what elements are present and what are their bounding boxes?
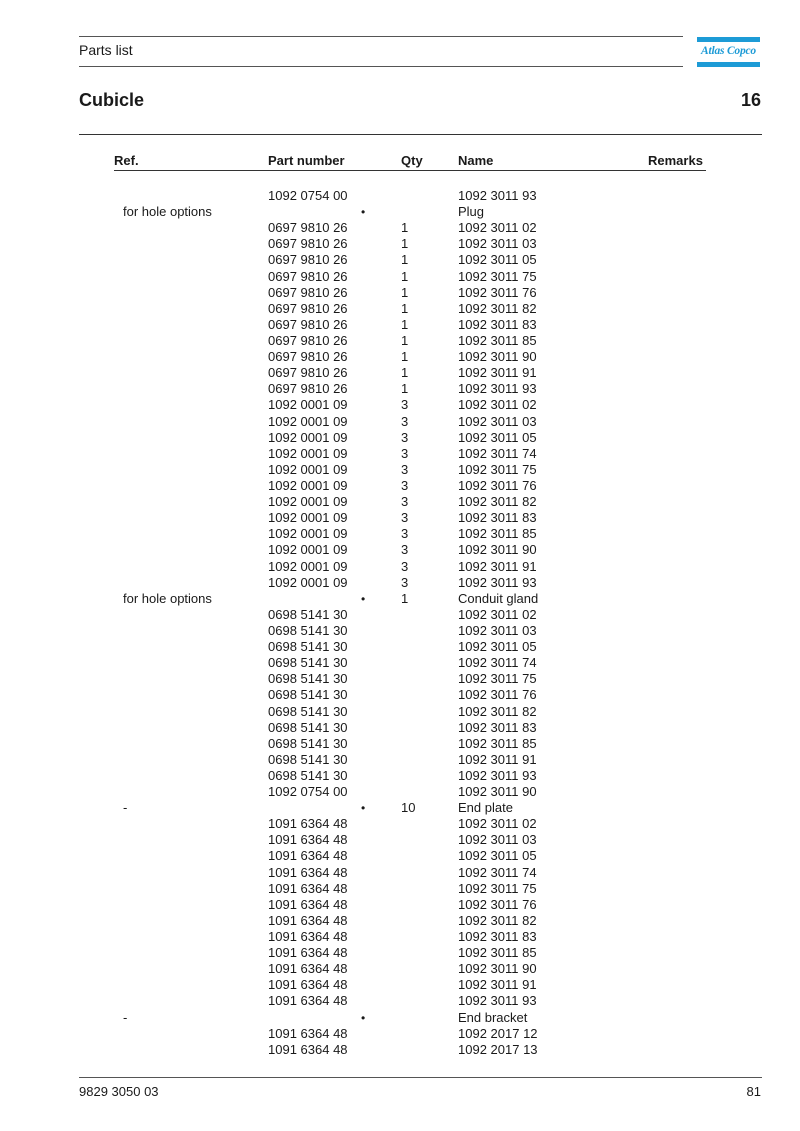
name-cell: 1092 2017 13: [458, 1041, 538, 1057]
qty-cell: 3: [401, 413, 409, 429]
table-row: [0, 945, 800, 961]
logo-bar-bottom: [697, 62, 760, 67]
part-number-cell: 1092 0001 09: [268, 510, 348, 526]
table-row: [0, 977, 800, 993]
name-cell: 1092 3011 74: [458, 655, 537, 671]
parts-table-body: [0, 188, 800, 1058]
name-cell: 1092 3011 85: [458, 526, 537, 542]
qty-cell: 1: [401, 284, 409, 300]
table-row: [0, 446, 800, 462]
part-number-cell: 1092 0001 09: [268, 558, 348, 574]
name-cell: 1092 3011 93: [458, 574, 537, 590]
name-cell: 1092 3011 76: [458, 477, 537, 493]
name-cell: 1092 3011 93: [458, 381, 537, 397]
part-number-cell: 0697 9810 26: [268, 268, 348, 284]
table-row: [0, 478, 800, 494]
table-row: [0, 1042, 800, 1058]
name-cell: End bracket: [458, 1009, 528, 1025]
qty-cell: 1: [401, 220, 409, 236]
table-row: [0, 607, 800, 623]
section-title: Cubicle: [79, 90, 145, 110]
part-number-cell: 0698 5141 30: [268, 622, 348, 638]
name-cell: 1092 3011 76: [458, 687, 537, 703]
part-number-cell: 1091 6364 48: [268, 864, 348, 880]
name-cell: 1092 3011 76: [458, 284, 537, 300]
table-row: [0, 301, 800, 317]
name-cell: 1092 2017 12: [458, 1025, 538, 1041]
header-rule-bottom: [79, 66, 683, 67]
atlas-copco-logo: [697, 37, 760, 67]
name-cell: 1092 3011 02: [458, 606, 537, 622]
table-row: [0, 929, 800, 945]
section-number: 16: [740, 90, 761, 110]
qty-cell: 3: [401, 397, 409, 413]
table-row: [0, 252, 800, 268]
part-number-cell: 0698 5141 30: [268, 671, 348, 687]
part-number-cell: 1091 6364 48: [268, 945, 348, 961]
table-row: [0, 575, 800, 591]
part-number-cell: 0698 5141 30: [268, 751, 348, 767]
bullet-marker: •: [361, 591, 366, 606]
table-row: [0, 381, 800, 397]
bullet-marker: •: [361, 801, 366, 816]
table-row: [0, 510, 800, 526]
part-number-cell: 0697 9810 26: [268, 332, 348, 348]
table-row: [0, 1010, 800, 1026]
part-number-cell: 1091 6364 48: [268, 816, 348, 832]
table-row: [0, 639, 800, 655]
section-rule: [79, 134, 762, 135]
qty-cell: 1: [401, 349, 409, 365]
table-row: [0, 1026, 800, 1042]
qty-cell: 1: [401, 252, 409, 268]
qty-cell: 3: [401, 461, 409, 477]
qty-cell: 1: [401, 268, 409, 284]
name-cell: 1092 3011 05: [458, 252, 537, 268]
qty-cell: 3: [401, 526, 409, 542]
qty-cell: 1: [401, 365, 409, 381]
table-row: [0, 559, 800, 575]
name-cell: 1092 3011 03: [458, 832, 537, 848]
part-number-cell: 1091 6364 48: [268, 896, 348, 912]
bullet-marker: •: [361, 205, 366, 220]
table-row: [0, 848, 800, 864]
table-row: [0, 188, 800, 204]
table-row: [0, 897, 800, 913]
name-cell: 1092 3011 74: [458, 864, 537, 880]
name-cell: 1092 3011 85: [458, 945, 537, 961]
part-number-cell: 0697 9810 26: [268, 252, 348, 268]
logo-wordmark: Atlas Copco: [701, 45, 756, 57]
table-row: [0, 397, 800, 413]
name-cell: 1092 3011 05: [458, 429, 537, 445]
table-row: [0, 720, 800, 736]
part-number-cell: 0698 5141 30: [268, 687, 348, 703]
qty-cell: 1: [401, 332, 409, 348]
name-cell: 1092 3011 76: [458, 896, 537, 912]
table-row: [0, 414, 800, 430]
name-cell: 1092 3011 91: [458, 977, 537, 993]
ref-cell: -: [123, 800, 128, 816]
table-row: [0, 430, 800, 446]
col-header-qty: Qty: [401, 153, 423, 168]
name-cell: Conduit gland: [458, 590, 539, 606]
name-cell: Plug: [458, 204, 485, 220]
table-row: [0, 832, 800, 848]
name-cell: 1092 3011 91: [458, 558, 537, 574]
table-row: [0, 236, 800, 252]
name-cell: 1092 3011 93: [458, 188, 537, 203]
part-number-cell: 1091 6364 48: [268, 961, 348, 977]
table-row: [0, 687, 800, 703]
part-number-cell: 0697 9810 26: [268, 381, 348, 397]
name-cell: 1092 3011 03: [458, 236, 537, 252]
header-underline: [114, 170, 706, 171]
ref-cell: -: [123, 1009, 128, 1025]
part-number-cell: 1091 6364 48: [268, 929, 348, 945]
name-cell: 1092 3011 75: [458, 268, 537, 284]
name-cell: 1092 3011 82: [458, 300, 537, 316]
table-row: [0, 526, 800, 542]
part-number-cell: 1092 0001 09: [268, 397, 348, 413]
table-row: [0, 913, 800, 929]
name-cell: 1092 3011 93: [458, 767, 537, 783]
qty-cell: 1: [401, 381, 409, 397]
part-number-cell: 1092 0001 09: [268, 461, 348, 477]
col-header-remarks: Remarks: [648, 153, 703, 168]
qty-cell: 3: [401, 477, 409, 493]
part-number-cell: 0698 5141 30: [268, 655, 348, 671]
qty-cell: 3: [401, 494, 409, 510]
table-row: [0, 961, 800, 977]
name-cell: 1092 3011 75: [458, 461, 537, 477]
header-rule-top: [79, 36, 683, 37]
name-cell: 1092 3011 05: [458, 848, 537, 864]
table-row: [0, 881, 800, 897]
table-row: [0, 333, 800, 349]
part-number-cell: 1092 0001 09: [268, 574, 348, 590]
qty-cell: 1: [401, 590, 409, 606]
table-row: [0, 671, 800, 687]
name-cell: 1092 3011 83: [458, 510, 537, 526]
ref-cell: for hole options: [123, 204, 212, 220]
part-number-cell: 0697 9810 26: [268, 220, 348, 236]
name-cell: 1092 3011 90: [458, 349, 537, 365]
name-cell: 1092 3011 85: [458, 332, 537, 348]
name-cell: 1092 3011 02: [458, 220, 537, 236]
table-row: [0, 269, 800, 285]
table-row: [0, 784, 800, 800]
part-number-cell: 0698 5141 30: [268, 639, 348, 655]
part-number-cell: 0698 5141 30: [268, 735, 348, 751]
part-number-cell: 1091 6364 48: [268, 993, 348, 1009]
name-cell: 1092 3011 03: [458, 413, 537, 429]
table-row: [0, 365, 800, 381]
qty-cell: 3: [401, 429, 409, 445]
table-row: [0, 462, 800, 478]
name-cell: 1092 3011 74: [458, 445, 537, 461]
part-number-cell: 1092 0001 09: [268, 542, 348, 558]
name-cell: 1092 3011 82: [458, 703, 537, 719]
qty-cell: 1: [401, 316, 409, 332]
table-row: [0, 768, 800, 784]
part-number-cell: 1092 0001 09: [268, 413, 348, 429]
name-cell: 1092 3011 90: [458, 784, 537, 800]
table-row: [0, 494, 800, 510]
name-cell: 1092 3011 75: [458, 671, 537, 687]
table-row: [0, 204, 800, 220]
part-number-cell: 1092 0001 09: [268, 445, 348, 461]
footer-rule: [79, 1077, 762, 1078]
name-cell: 1092 3011 02: [458, 816, 537, 832]
part-number-cell: 1092 0001 09: [268, 429, 348, 445]
part-number-cell: 0697 9810 26: [268, 300, 348, 316]
part-number-cell: 1091 6364 48: [268, 1025, 348, 1041]
footer-page-number: 81: [746, 1084, 761, 1099]
name-cell: 1092 3011 90: [458, 961, 537, 977]
part-number-cell: 1091 6364 48: [268, 1041, 348, 1057]
table-row: [0, 816, 800, 832]
part-number-cell: 0697 9810 26: [268, 365, 348, 381]
table-row: [0, 349, 800, 365]
part-number-cell: 0697 9810 26: [268, 236, 348, 252]
table-row: [0, 865, 800, 881]
col-header-part-number: Part number: [268, 153, 345, 168]
part-number-cell: 1091 6364 48: [268, 880, 348, 896]
part-number-cell: 0698 5141 30: [268, 703, 348, 719]
ref-cell: for hole options: [123, 590, 212, 606]
name-cell: 1092 3011 90: [458, 542, 537, 558]
part-number-cell: 0698 5141 30: [268, 719, 348, 735]
table-row: [0, 317, 800, 333]
name-cell: 1092 3011 85: [458, 735, 537, 751]
part-number-cell: 1092 0001 09: [268, 477, 348, 493]
name-cell: 1092 3011 75: [458, 880, 537, 896]
table-row: [0, 285, 800, 301]
bullet-marker: •: [361, 1010, 366, 1025]
part-number-cell: 1091 6364 48: [268, 848, 348, 864]
table-row: [0, 591, 800, 607]
part-number-cell: 1092 0001 09: [268, 526, 348, 542]
qty-cell: 10: [401, 800, 416, 816]
col-header-name: Name: [458, 153, 494, 168]
name-cell: 1092 3011 91: [458, 751, 537, 767]
footer-doc-number: 9829 3050 03: [79, 1084, 159, 1099]
part-number-cell: 0697 9810 26: [268, 284, 348, 300]
part-number-cell: 0698 5141 30: [268, 767, 348, 783]
part-number-cell: 1092 0001 09: [268, 494, 348, 510]
name-cell: 1092 3011 83: [458, 316, 537, 332]
part-number-cell: 1091 6364 48: [268, 912, 348, 928]
qty-cell: 3: [401, 510, 409, 526]
part-number-cell: 1091 6364 48: [268, 977, 348, 993]
name-cell: 1092 3011 93: [458, 993, 537, 1009]
part-number-cell: 1092 0754 00: [268, 188, 348, 203]
table-row: [0, 542, 800, 558]
qty-cell: 3: [401, 542, 409, 558]
name-cell: 1092 3011 02: [458, 397, 537, 413]
qty-cell: 3: [401, 445, 409, 461]
part-number-cell: 1091 6364 48: [268, 832, 348, 848]
part-number-cell: 1092 0754 00: [268, 784, 348, 800]
table-row: [0, 800, 800, 816]
table-row: [0, 704, 800, 720]
table-row: [0, 220, 800, 236]
part-number-cell: 0697 9810 26: [268, 316, 348, 332]
name-cell: 1092 3011 82: [458, 494, 537, 510]
qty-cell: 3: [401, 574, 409, 590]
qty-cell: 1: [401, 300, 409, 316]
table-row: [0, 993, 800, 1009]
name-cell: 1092 3011 05: [458, 639, 537, 655]
table-row: [0, 655, 800, 671]
name-cell: 1092 3011 82: [458, 912, 537, 928]
table-row: [0, 736, 800, 752]
name-cell: 1092 3011 91: [458, 365, 537, 381]
qty-cell: 3: [401, 558, 409, 574]
part-number-cell: 0697 9810 26: [268, 349, 348, 365]
logo-bar-top: [697, 37, 760, 42]
part-number-cell: 0698 5141 30: [268, 606, 348, 622]
col-header-ref: Ref.: [114, 153, 139, 168]
name-cell: 1092 3011 83: [458, 719, 537, 735]
qty-cell: 1: [401, 236, 409, 252]
name-cell: 1092 3011 83: [458, 929, 537, 945]
name-cell: 1092 3011 03: [458, 622, 537, 638]
table-row: [0, 623, 800, 639]
header-title: Parts list: [79, 42, 133, 58]
table-row: [0, 752, 800, 768]
name-cell: End plate: [458, 800, 513, 816]
